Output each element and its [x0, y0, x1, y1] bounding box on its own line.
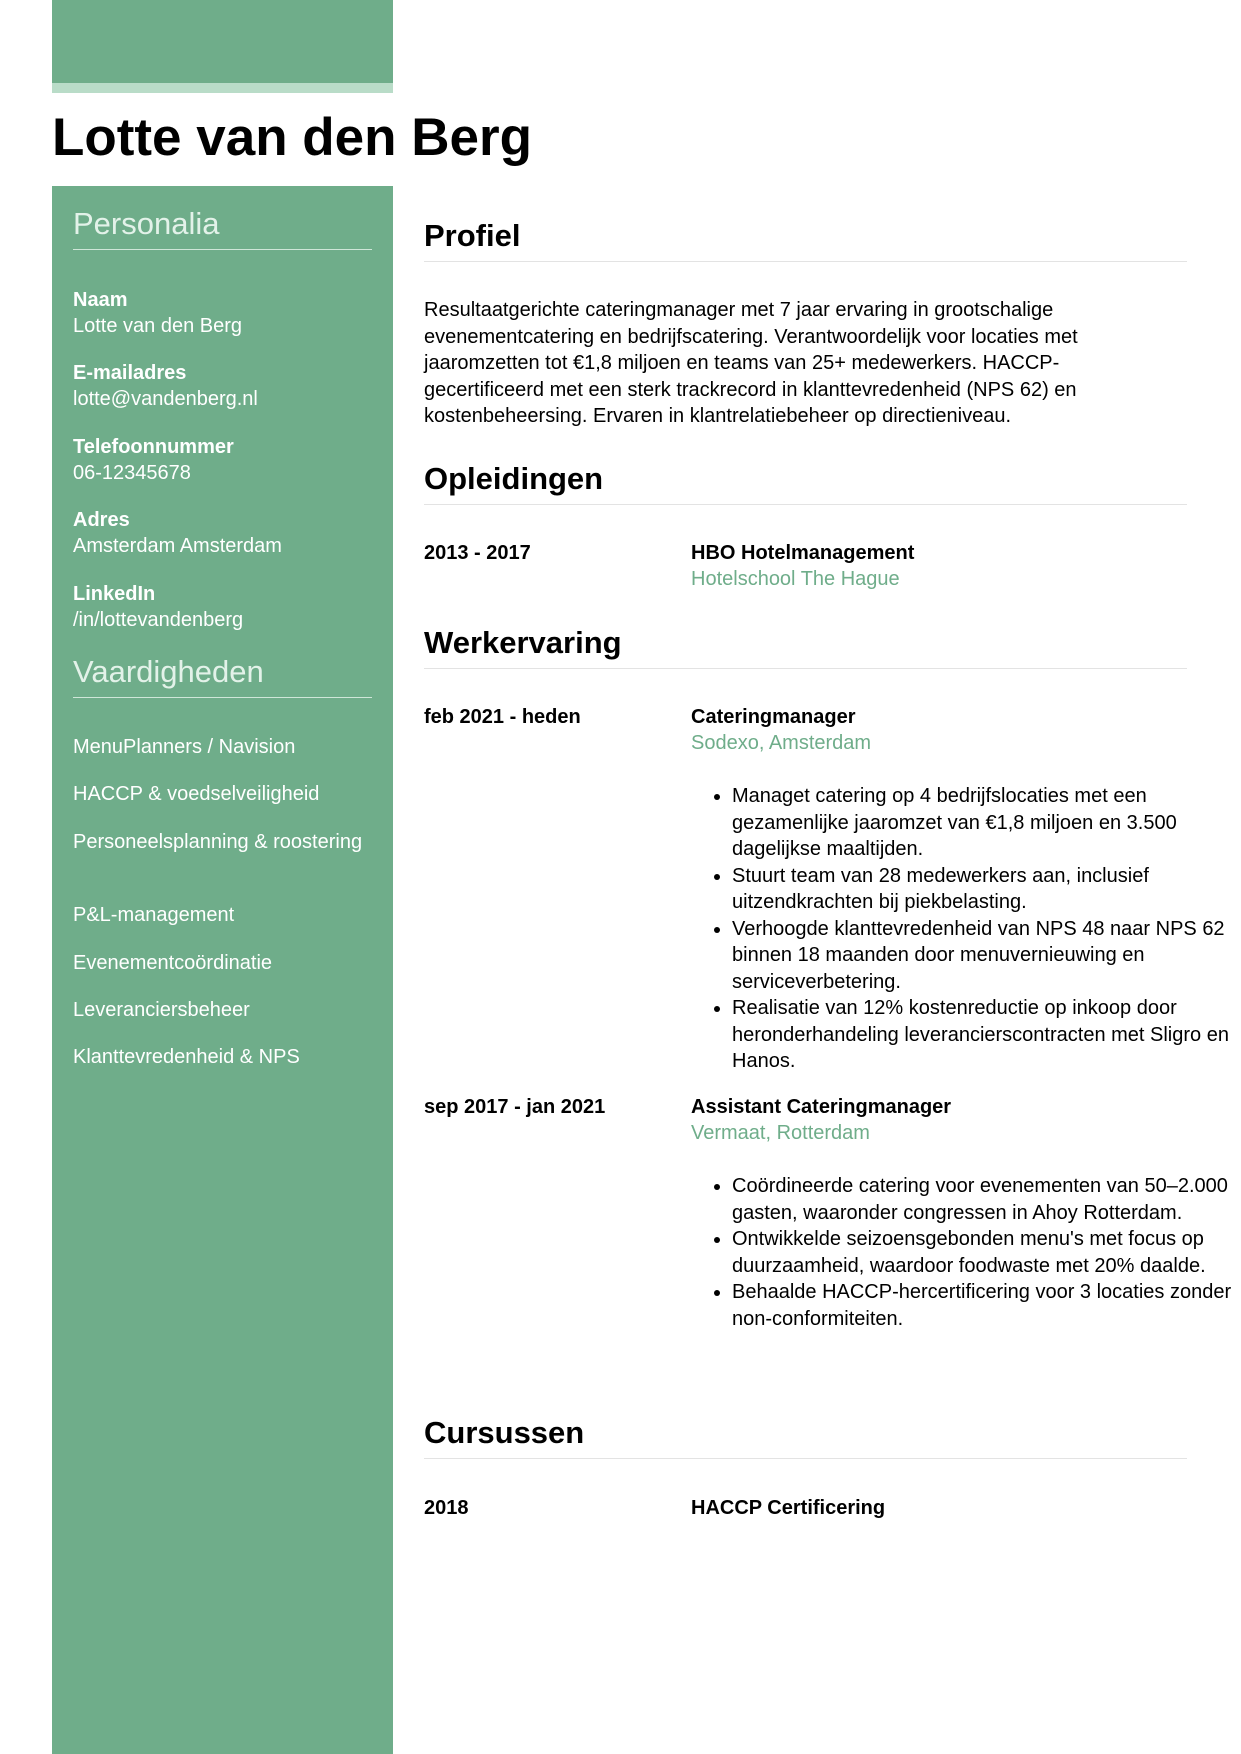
- education-dates: 2013 - 2017: [424, 542, 531, 564]
- skill-item: P&L-management: [73, 904, 235, 926]
- field-label: E-mailadres: [73, 362, 187, 384]
- field-value: /in/lottevandenberg: [73, 609, 244, 631]
- experience-bullets: [691, 1173, 1232, 1332]
- experience-bullet: • Verhoogde klanttevredenheid van NPS 48 naar NPS 62 binnen 18 maanden door menuvernieuwing en serviceverbetering.: [732, 916, 1232, 996]
- course-entry: [691, 1495, 1191, 1521]
- course-dates: 2018: [424, 1497, 469, 1519]
- education-entry: [691, 540, 1191, 592]
- field-label: Naam: [73, 289, 128, 311]
- personal-field-address: [73, 507, 372, 559]
- experience-bullet: • Realisatie van 12% kostenreductie op inkoop door heronderhandeling leverancierscontracten met Sligro en Hanos.: [732, 995, 1232, 1075]
- field-value: Amsterdam Amsterdam: [73, 535, 282, 557]
- courses-heading: Cursussen: [424, 1413, 1187, 1459]
- employer: Sodexo, Amsterdam: [691, 732, 872, 754]
- field-value: 06-12345678: [73, 462, 191, 484]
- field-value: lotte@vandenberg.nl: [73, 388, 258, 410]
- experience-entry: [691, 1094, 1191, 1146]
- skill-item: Evenementcoördinatie: [73, 952, 273, 974]
- experience-dates: feb 2021 - heden: [424, 706, 581, 728]
- personal-field-phone: [73, 434, 372, 486]
- sidebar: [52, 186, 393, 1754]
- education-heading: Opleidingen: [424, 459, 1187, 505]
- experience-bullet: • Ontwikkelde seizoensgebonden menu's met focus op duurzaamheid, waardoor foodwaste met 20% daalde.: [732, 1226, 1232, 1279]
- employer: Vermaat, Rotterdam: [691, 1122, 870, 1144]
- field-label: LinkedIn: [73, 583, 156, 605]
- experience-bullet: • Managet catering op 4 bedrijfslocaties met een gezamenlijke jaaromzet van €1,8 miljoen en 3.500 dagelijkse maaltijden.: [732, 783, 1232, 863]
- header-accent-strip: [52, 83, 393, 93]
- experience-entry: [691, 704, 1191, 756]
- personal-field-email: [73, 360, 372, 412]
- personalia-heading: Personalia: [73, 204, 372, 250]
- personal-field-linkedin: [73, 581, 372, 633]
- profile-heading: Profiel: [424, 216, 1187, 262]
- skill-item: Klanttevredenheid & NPS: [73, 1046, 300, 1068]
- field-value: Lotte van den Berg: [73, 315, 243, 337]
- experience-bullet: • Coördineerde catering voor evenementen van 50–2.000 gasten, waaronder congressen in Ahoy Rotterdam.: [732, 1173, 1232, 1226]
- skills-heading: Vaardigheden: [73, 652, 372, 698]
- job-title: Cateringmanager: [691, 706, 856, 728]
- experience-bullets: [691, 783, 1232, 1075]
- education-title: HBO Hotelmanagement: [691, 542, 915, 564]
- education-institution: Hotelschool The Hague: [691, 568, 900, 590]
- experience-bullet: • Stuurt team van 28 medewerkers aan, inclusief uitzendkrachten bij piekbelasting.: [732, 863, 1232, 916]
- profile-summary: Resultaatgerichte cateringmanager met 7 jaar ervaring in grootschalige evenementcatering en bedrijfscatering. Verantwoordelijk voor locaties met jaaromzetten tot €1,8 miljoen en teams van 25+ medewerkers. HACCP-gecertificeerd met een sterk trackrecord in klanttevredenheid (NPS 62) en kostenbeheersing. Ervaren in klantrelatiebeheer op directieniveau.: [424, 299, 1078, 427]
- field-label: Adres: [73, 509, 130, 531]
- experience-heading: Werkervaring: [424, 623, 1187, 669]
- personal-field-name: [73, 287, 372, 339]
- course-title: HACCP Certificering: [691, 1497, 886, 1519]
- job-title: Assistant Cateringmanager: [691, 1096, 952, 1118]
- header-color-band: [52, 0, 393, 83]
- skill-item: Personeelsplanning & roostering: [73, 831, 363, 853]
- skill-item: Leveranciersbeheer: [73, 999, 250, 1021]
- skill-item: MenuPlanners / Navision: [73, 736, 296, 758]
- field-label: Telefoonnummer: [73, 436, 234, 458]
- candidate-name: Lotte van den Berg: [52, 108, 533, 167]
- skill-item: HACCP & voedselveiligheid: [73, 783, 320, 805]
- experience-dates: sep 2017 - jan 2021: [424, 1096, 606, 1118]
- experience-bullet: • Behaalde HACCP-hercertificering voor 3 locaties zonder non-conformiteiten.: [732, 1279, 1232, 1332]
